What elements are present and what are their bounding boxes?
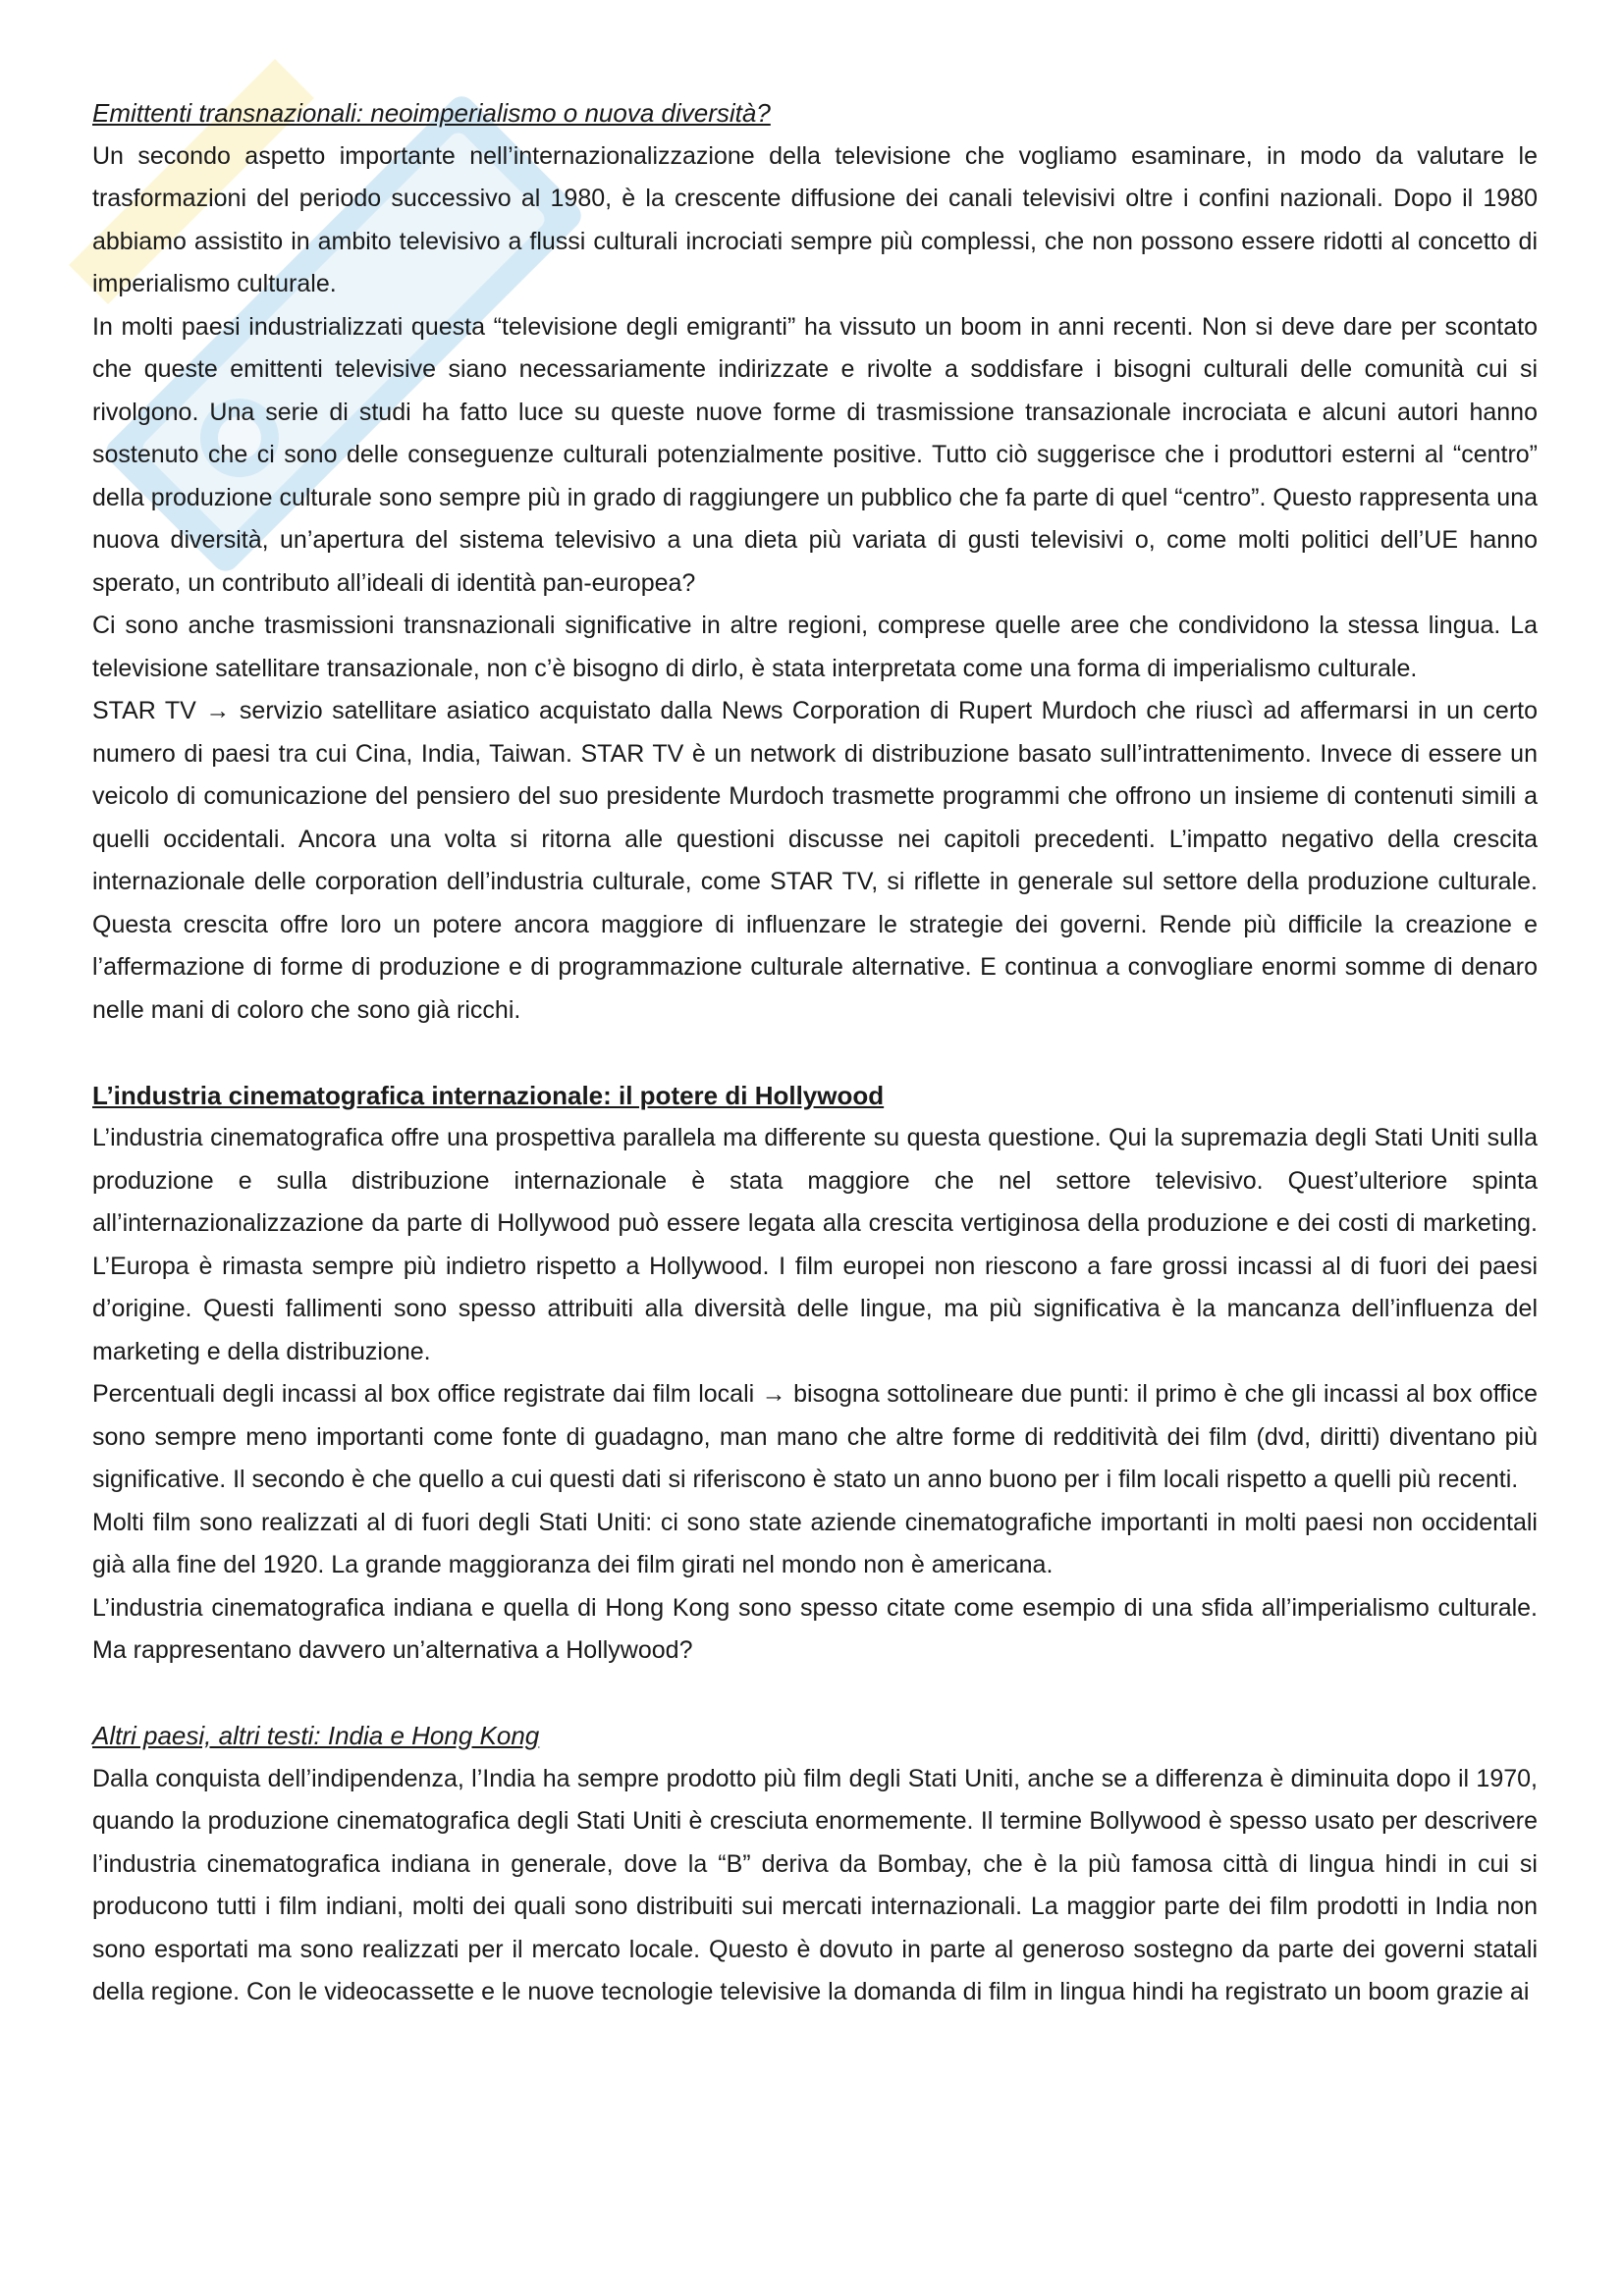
spacer	[92, 1032, 1538, 1075]
paragraph: L’industria cinematografica indiana e quella di Hong Kong sono spesso citate come esempio di una sfida all’imperialismo culturale. Ma rappresentano davvero un’alternativa a Hollywood?	[92, 1593, 1538, 1664]
paragraph: In molti paesi industrializzati questa “televisione degli emigranti” ha vissuto un boom in anni recenti. Non si deve dare per scontato che queste emittenti televisive siano necessariamente indirizzate e rivolte a soddisfare i bisogni culturali delle comunità cui si rivolgono. Una serie di studi ha fatto luce su queste nuove forme di trasmissione transazionale incrociata e alcuni autori hanno sostenuto che ci sono delle conseguenze culturali potenzialmente positive. Tutto ciò suggerisce che i produttori esterni al “centro” della produzione culturale sono sempre più in grado di raggiungere un pubblico che fa parte di quel “centro”. Questo rappresenta una nuova diversità, un’apertura del sistema televisivo a una dieta più variata di gusti televisivi o, come molti politici dell’UE hanno sperato, un contributo all’ideali di identità pan-europea?	[92, 312, 1538, 597]
section-heading-hollywood: L’industria cinematografica internazionale: il potere di Hollywood	[92, 1080, 885, 1110]
paragraph: Dalla conquista dell’indipendenza, l’India ha sempre prodotto più film degli Stati Uniti, anche se a differenza è diminuita dopo il 1970, quando la produzione cinematografica degli Stati Uniti è cresciuta enormemente. Il termine Bollywood è spesso usato per descrivere l’industria cinematografica indiana in generale, dove la “B” deriva da Bombay, che è la più famosa città di lingua hindi in cui si producono tutti i film indiani, molti dei quali sono distribuiti sui mercati internazionali. La maggior parte dei film prodotti in India non sono esportati ma sono realizzati per il mercato locale. Questo è dovuto in parte al generoso sostegno da parte dei governi statali della regione. Con le videocassette e le nuove tecnologie televisive la domanda di film in lingua hindi ha registrato un boom grazie ai	[92, 1764, 1538, 2005]
paragraph: Percentuali degli incassi al box office registrate dai film locali → bisogna sottolineare due punti: il primo è che gli incassi al box office sono sempre meno importanti come fonte di guadagno, man mano che altre forme di redditività dei film (dvd, diritti) diventano più significative. Il secondo è che quello a cui questi dati si riferiscono è stato un anno buono per i film locali rispetto a quelli più recenti.	[92, 1380, 1538, 1493]
paragraph: Un secondo aspetto importante nell’internazionalizzazione della televisione che vogliamo esaminare, in modo da valutare le trasformazioni del periodo successivo al 1980, è la crescente diffusione dei canali televisivi oltre i confini nazionali. Dopo il 1980 abbiamo assistito in ambito televisivo a flussi culturali incrociati sempre più complessi, che non possono essere ridotti al concetto di imperialismo culturale.	[92, 141, 1538, 297]
paragraph: STAR TV → servizio satellitare asiatico acquistato dalla News Corporation di Rupert Murdoch che riuscì ad affermarsi in un certo numero di paesi tra cui Cina, India, Taiwan. STAR TV è un network di distribuzione basato sull’intrattenimento. Invece di essere un veicolo di comunicazione del pensiero del suo presidente Murdoch trasmette programmi che offrono un insieme di contenuti simili a quelli occidentali. Ancora una volta si ritorna alle questioni discusse nei capitoli precedenti. L’impatto negativo della crescita internazionale delle corporation dell’industria culturale, come STAR TV, si riflette in generale sul settore della produzione culturale. Questa crescita offre loro un potere ancora maggiore di influenzare le strategie dei governi. Rende più difficile la creazione e l’affermazione di forme di produzione e di programmazione culturale alternative. E continua a convogliare enormi somme di denaro nelle mani di coloro che sono già ricchi.	[92, 697, 1538, 1024]
spacer	[92, 1673, 1538, 1716]
section-heading-india-hongkong: Altri paesi, altri testi: India e Hong Kong	[92, 1721, 540, 1750]
paragraph: Ci sono anche trasmissioni transnazionali significative in altre regioni, comprese quelle aree che condividono la stessa lingua. La televisione satellitare transazionale, non c’è bisogno di dirlo, è stata interpretata come una forma di imperialismo culturale.	[92, 612, 1538, 682]
document-page	[92, 92, 1538, 2014]
section-heading-transnational: Emittenti transnazionali: neoimperialismo o nuova diversità?	[92, 98, 771, 128]
paragraph: Molti film sono realizzati al di fuori degli Stati Uniti: ci sono state aziende cinematografiche importanti in molti paesi non occidentali già alla fine del 1920. La grande maggioranza dei film girati nel mondo non è americana.	[92, 1508, 1538, 1578]
paragraph: L’industria cinematografica offre una prospettiva parallela ma differente su questa questione. Qui la supremazia degli Stati Uniti sulla produzione e sulla distribuzione internazionale è stata maggiore che nel settore televisivo. Quest’ulteriore spinta all’internazionalizzazione da parte di Hollywood può essere legata alla crescita vertiginosa della produzione e dei costi di marketing. L’Europa è rimasta sempre più indietro rispetto a Hollywood. I film europei non riescono a fare grossi incassi al di fuori dei paesi d’origine. Questi fallimenti sono spesso attribuiti alla diversità delle lingue, ma più significativa è la mancanza dell’influenza del marketing e della distribuzione.	[92, 1124, 1538, 1365]
